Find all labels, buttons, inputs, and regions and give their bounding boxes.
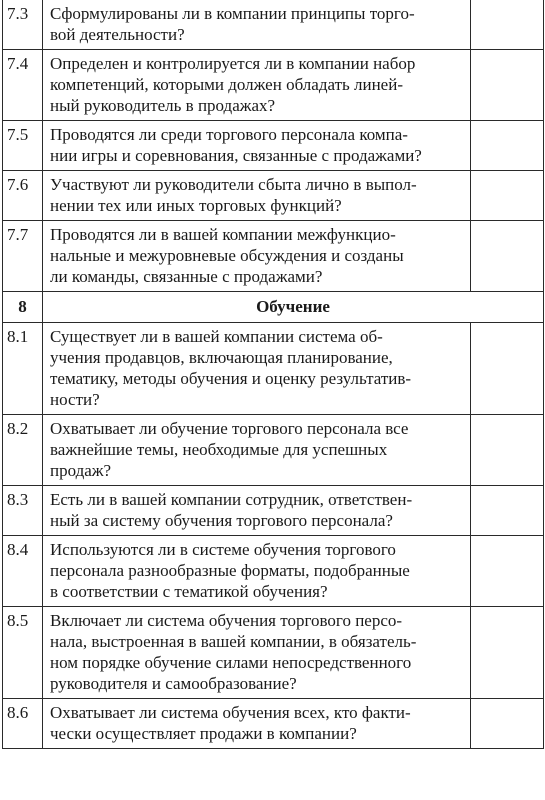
table-row (3, 121, 544, 171)
question-text: Участвуют ли руководители сбыта лично в выпол- нении тех или иных торговых функций? (43, 171, 471, 221)
table-row (3, 323, 544, 415)
question-text: Проводятся ли в вашей компании межфункцио- нальные и межуровневые обсуждения и созданы ли команды, связанные с продажами? (43, 221, 471, 292)
answer-cell[interactable] (471, 536, 544, 607)
answer-cell[interactable] (471, 699, 544, 749)
table-row (3, 415, 544, 486)
question-text: Охватывает ли система обучения всех, кто факти- чески осуществляет продажи в компании? (43, 699, 471, 749)
question-text: Используются ли в системе обучения торгового персонала разнообразные форматы, подобранные в соответствии с тематикой обучения? (43, 536, 471, 607)
question-number: 7.3 (3, 0, 43, 50)
question-number: 7.5 (3, 121, 43, 171)
question-text: Проводятся ли среди торгового персонала компа- нии игры и соревнования, связанные с продажами? (43, 121, 471, 171)
section-number: 8 (3, 292, 43, 323)
section-header-row (3, 292, 544, 323)
question-number: 8.3 (3, 486, 43, 536)
table-row (3, 171, 544, 221)
question-text: Охватывает ли обучение торгового персонала все важнейшие темы, необходимые для успешных продаж? (43, 415, 471, 486)
question-text: Существует ли в вашей компании система об- учения продавцов, включающая планирование, тематику, методы обучения и оценку результатив- ности? (43, 323, 471, 415)
questionnaire-table (2, 0, 544, 749)
question-text: Включает ли система обучения торгового персо- нала, выстроенная в вашей компании, в обязатель- ном порядке обучение силами непосредственного руководителя и самообразование? (43, 607, 471, 699)
table-row (3, 221, 544, 292)
answer-cell[interactable] (471, 486, 544, 536)
table-row (3, 607, 544, 699)
question-number: 8.4 (3, 536, 43, 607)
question-text: Есть ли в вашей компании сотрудник, ответствен- ный за систему обучения торгового персонала? (43, 486, 471, 536)
question-number: 7.4 (3, 50, 43, 121)
table-row (3, 486, 544, 536)
question-number: 8.5 (3, 607, 43, 699)
section-title: Обучение (43, 292, 544, 323)
answer-cell[interactable] (471, 415, 544, 486)
table-row (3, 50, 544, 121)
table-row (3, 699, 544, 749)
answer-cell[interactable] (471, 221, 544, 292)
table-row (3, 536, 544, 607)
question-number: 7.6 (3, 171, 43, 221)
answer-cell[interactable] (471, 323, 544, 415)
question-text: Определен и контролируется ли в компании набор компетенций, которыми должен обладать линей- ный руководитель в продажах? (43, 50, 471, 121)
table-row (3, 0, 544, 50)
answer-cell[interactable] (471, 121, 544, 171)
answer-cell[interactable] (471, 0, 544, 50)
question-number: 8.1 (3, 323, 43, 415)
question-text: Сформулированы ли в компании принципы торго- вой деятельности? (43, 0, 471, 50)
answer-cell[interactable] (471, 50, 544, 121)
question-number: 8.6 (3, 699, 43, 749)
question-number: 8.2 (3, 415, 43, 486)
answer-cell[interactable] (471, 171, 544, 221)
answer-cell[interactable] (471, 607, 544, 699)
question-number: 7.7 (3, 221, 43, 292)
